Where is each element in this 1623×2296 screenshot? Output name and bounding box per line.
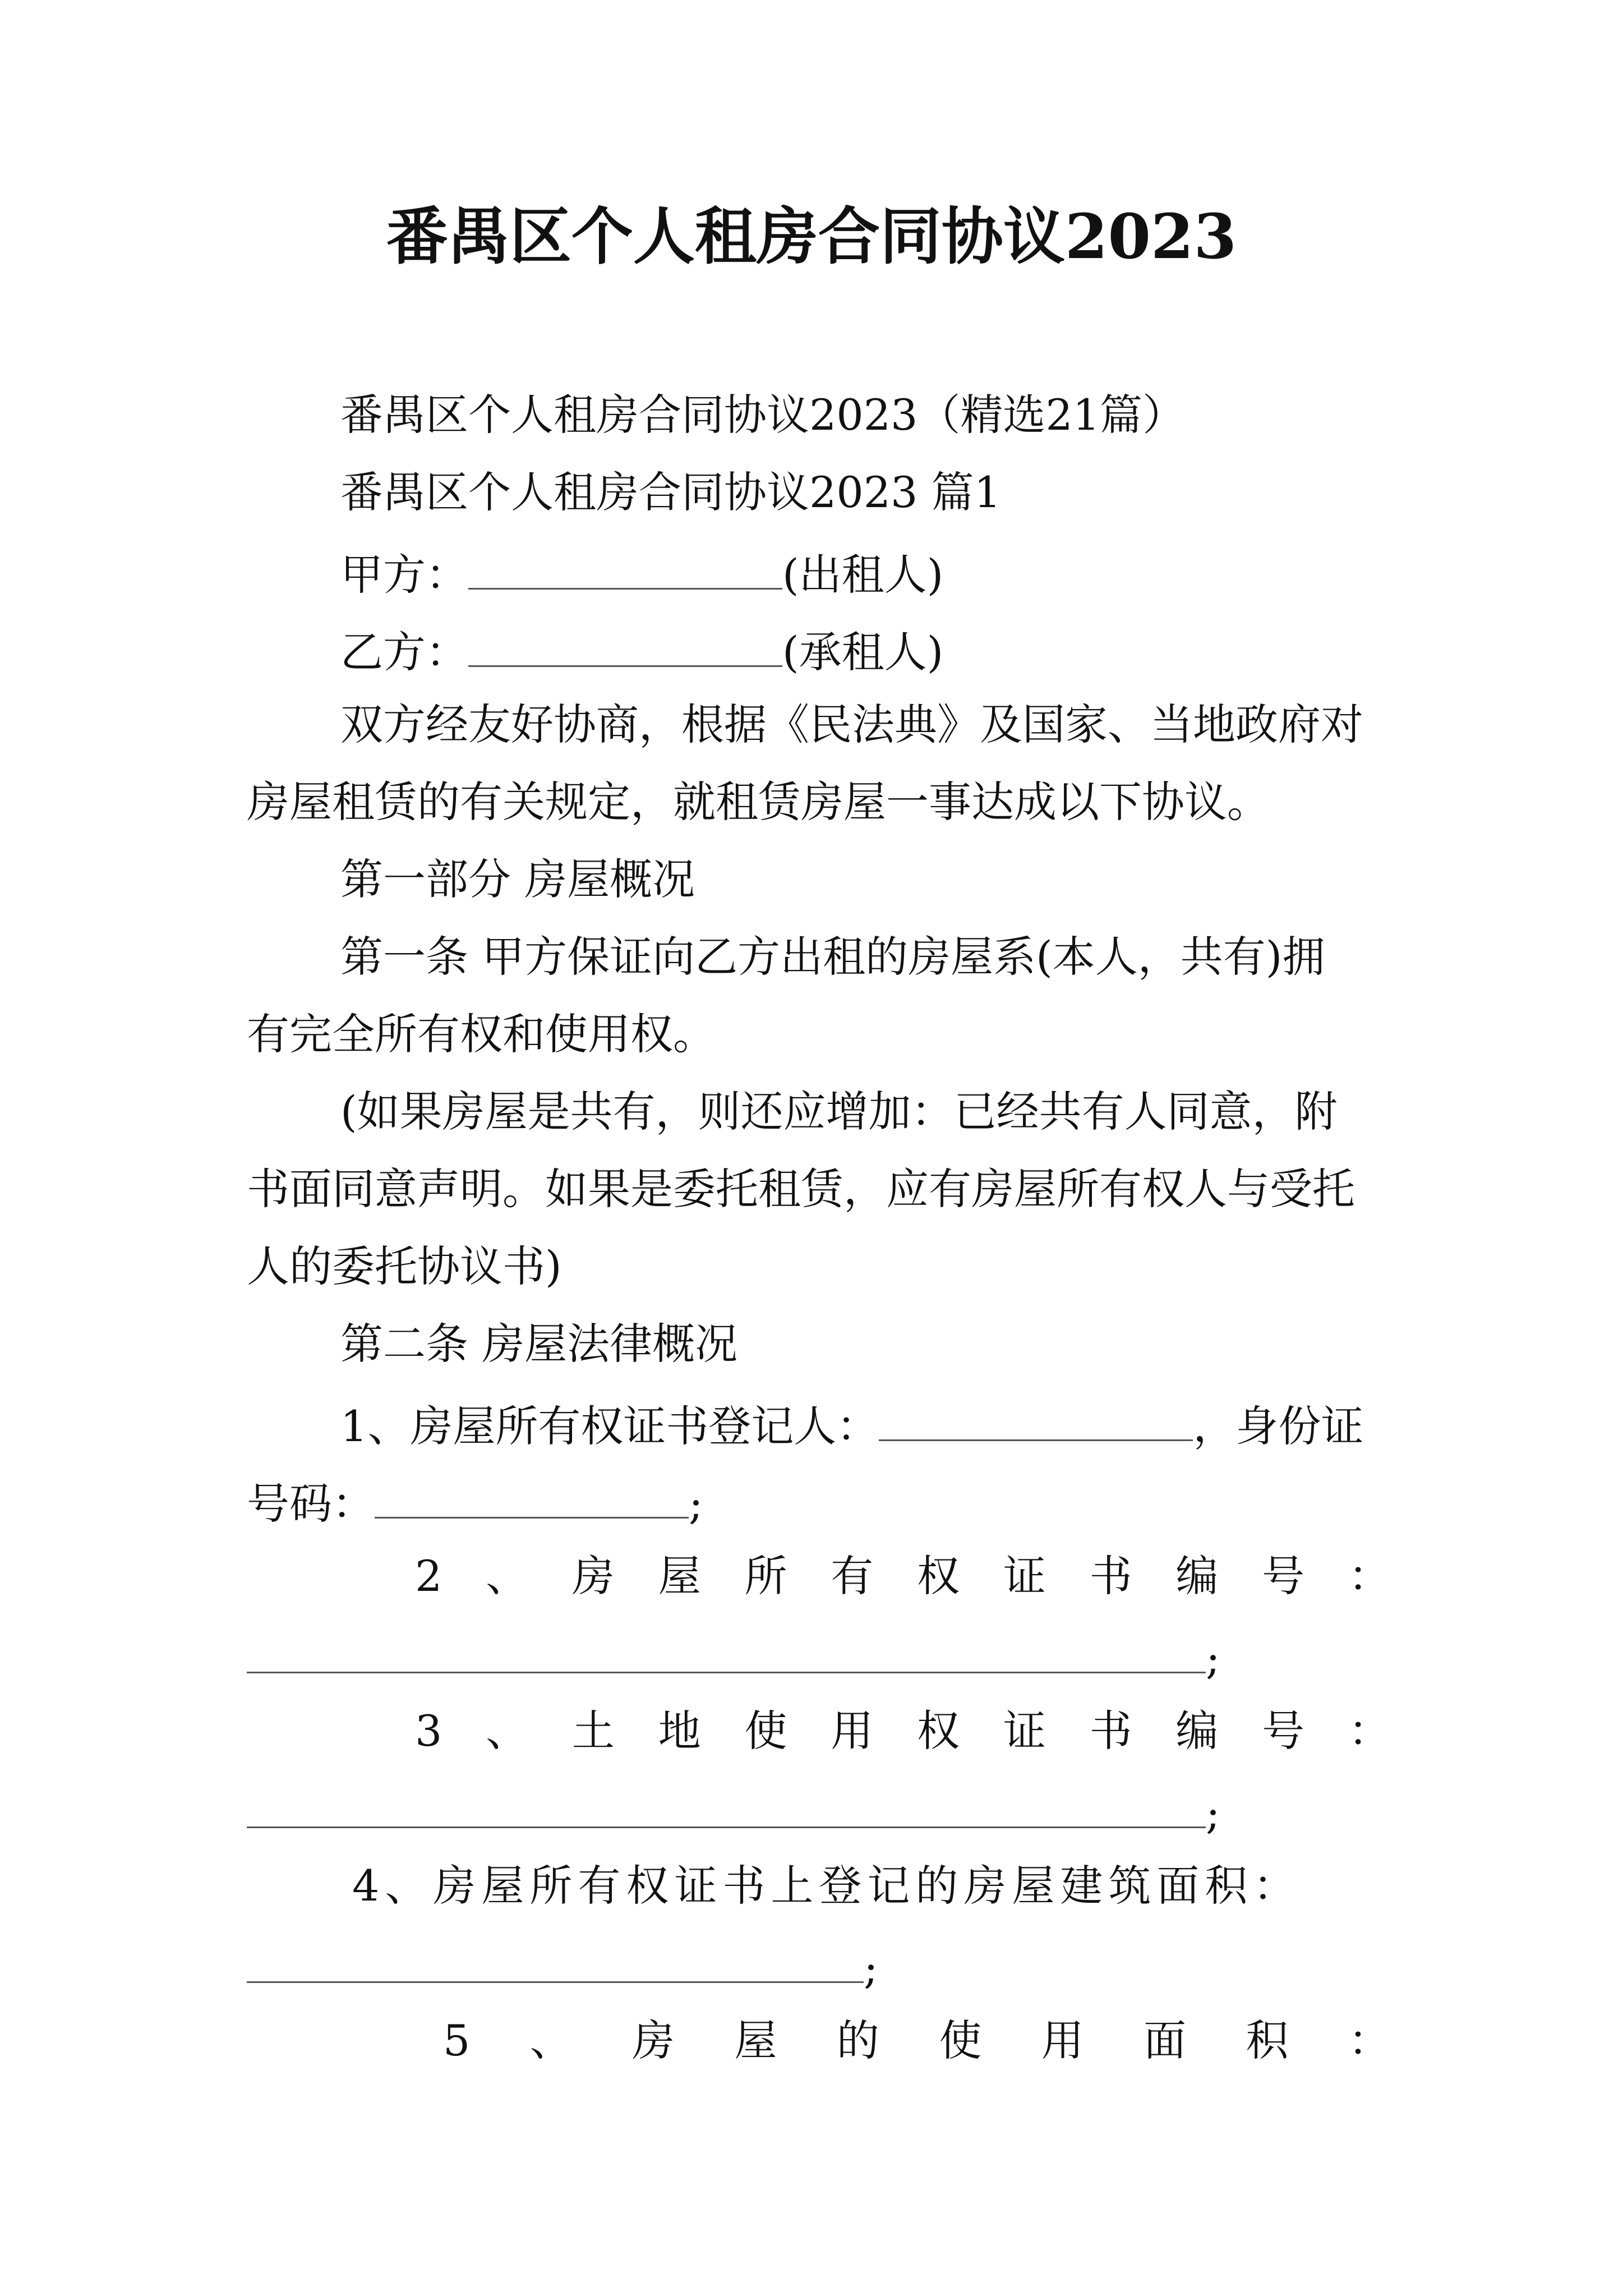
item3-blank: [247, 1780, 1206, 1828]
item2-char: 、: [486, 1551, 529, 1601]
article2-heading: 第二条 房屋法律概况: [340, 1319, 738, 1369]
item3-line: [415, 1703, 1391, 1759]
part1-heading: 第一部分 房屋概况: [340, 854, 695, 904]
item1-suffix: ，身份证: [1193, 1401, 1364, 1451]
item4-line: 4、房屋所有权证书上登记的房屋建筑面积：: [352, 1861, 1302, 1911]
note-line-3: 人的委托协议书): [247, 1241, 562, 1291]
article1-line-1: 第一条 甲方保证向乙方出租的房屋系(本人，共有)拥: [340, 932, 1325, 982]
item2-line: [415, 1548, 1391, 1604]
item2-blank-line: [247, 1626, 1391, 1687]
item3-semicolon: ;: [1206, 1788, 1220, 1838]
item3-char: 权: [917, 1706, 960, 1756]
item5-char: ：: [1348, 2016, 1391, 2065]
item3-char: 3: [415, 1706, 442, 1756]
document-title: 番禺区个人租房合同协议2023: [386, 200, 1237, 273]
item1-semicolon: ;: [689, 1479, 703, 1529]
item3-blank-line: [247, 1780, 1391, 1842]
item3-char: 编: [1175, 1706, 1219, 1756]
party-a-line: [340, 542, 1391, 603]
item1-registrant-blank: [879, 1393, 1193, 1441]
party-b-label: 乙方：: [340, 627, 468, 677]
item3-char: 地: [658, 1706, 701, 1756]
party-a-label: 甲方：: [340, 550, 468, 600]
section-heading: 番禺区个人租房合同协议2023 篇1: [340, 467, 1001, 517]
item5-char: 、: [529, 2016, 573, 2065]
item2-char: 2: [415, 1551, 442, 1601]
item5-char: 房: [632, 2016, 675, 2065]
item3-char: ：: [1348, 1706, 1391, 1756]
item3-char: 书: [1089, 1706, 1132, 1756]
item5-char: 面: [1144, 2016, 1187, 2065]
item2-char: 证: [1003, 1551, 1046, 1601]
intro-line-2: 房屋租赁的有关规定，就租赁房屋一事达成以下协议。: [247, 777, 1270, 827]
item5-line: [443, 2013, 1391, 2069]
item5-char: 5: [443, 2016, 471, 2065]
item3-char: 用: [831, 1706, 874, 1756]
item1-line-2: [247, 1471, 1391, 1532]
item2-char: 权: [917, 1551, 960, 1601]
item3-char: 土: [571, 1706, 615, 1756]
item5-char: 使: [939, 2016, 982, 2065]
item4-blank-line: [247, 1935, 1391, 1996]
item2-char: 编: [1175, 1551, 1219, 1601]
item2-char: ：: [1348, 1551, 1391, 1601]
item1-line-1: [340, 1393, 1391, 1455]
item5-char: 的: [836, 2016, 879, 2065]
item3-char: 使: [744, 1706, 787, 1756]
item1-id-label: 号码：: [247, 1479, 375, 1529]
article1-line-2: 有完全所有权和使用权。: [247, 1009, 716, 1059]
item3-char: 号: [1262, 1706, 1305, 1756]
item3-char: 证: [1003, 1706, 1046, 1756]
item5-char: 积: [1246, 2016, 1289, 2065]
party-a-role: (出租人): [782, 550, 944, 600]
item2-char: 号: [1262, 1551, 1305, 1601]
item2-char: 屋: [658, 1551, 701, 1601]
item2-char: 书: [1089, 1551, 1132, 1601]
item1-id-blank: [375, 1471, 689, 1519]
item3-char: 、: [486, 1706, 529, 1756]
intro-line-1: 双方经友好协商，根据《民法典》及国家、当地政府对: [340, 700, 1363, 749]
item4-semicolon: ;: [864, 1943, 878, 1993]
note-line-2: 书面同意声明。如果是委托租赁，应有房屋所有权人与受托: [247, 1164, 1355, 1214]
party-a-blank: [468, 542, 782, 590]
item5-char: 用: [1041, 2016, 1084, 2065]
party-b-blank: [468, 619, 782, 667]
party-b-role: (承租人): [782, 627, 944, 677]
subtitle: 番禺区个人租房合同协议2023（精选21篇）: [340, 390, 1186, 440]
item2-char: 所: [744, 1551, 787, 1601]
item2-blank: [247, 1626, 1206, 1673]
item2-char: 有: [831, 1551, 874, 1601]
party-b-line: [340, 619, 1391, 680]
item2-char: 房: [571, 1551, 615, 1601]
item4-blank: [247, 1935, 864, 1983]
note-line-1: (如果房屋是共有，则还应增加：已经共有人同意，附: [340, 1087, 1338, 1137]
item5-char: 屋: [734, 2016, 777, 2065]
item2-semicolon: ;: [1206, 1634, 1220, 1683]
item1-label: 1、房屋所有权证书登记人：: [340, 1401, 879, 1451]
